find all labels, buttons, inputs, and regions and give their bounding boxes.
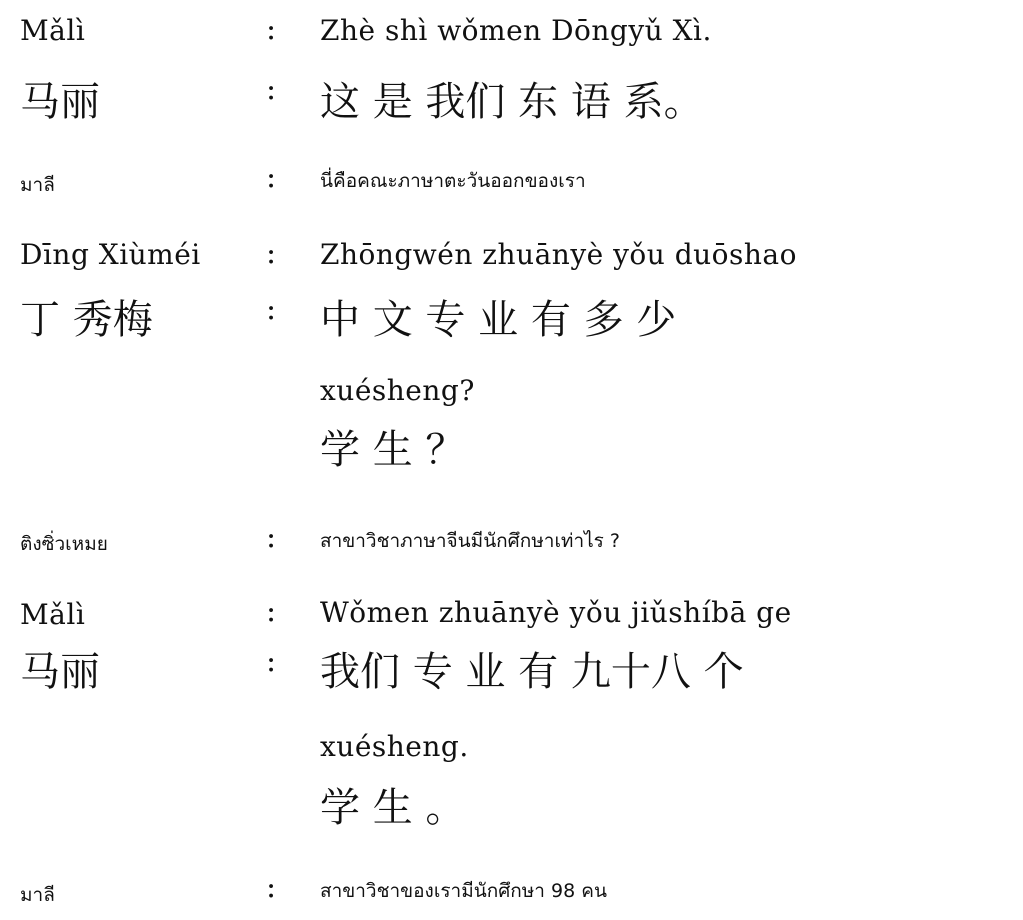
speaker-thai-2: ติงซิ่วเหมย <box>20 533 108 555</box>
speaker-pinyin-2: Dīng Xiùméi <box>20 238 201 271</box>
colon-1a: : <box>266 12 277 47</box>
dialogue-2-hanzi-1: 中 文 专 业 有 多 少 <box>320 297 677 343</box>
speaker-hanzi-3: 马丽 <box>20 649 100 695</box>
dialogue-2-pinyin-1: Zhōngwén zhuānyè yǒu duōshao <box>320 238 797 271</box>
dialogue-1-hanzi: 这 是 我们 东 语 系。 <box>320 79 704 125</box>
dialogue-2-hanzi-2: 学 生 ？ <box>320 427 466 473</box>
speaker-pinyin-3: Mǎlì <box>20 598 86 631</box>
dialogue-3-hanzi-2: 学 生 。 <box>320 785 466 831</box>
colon-2b: : <box>266 292 277 327</box>
dialogue-1-thai: นี่คือคณะภาษาตะวันออกของเรา <box>320 170 586 192</box>
speaker-hanzi-1: 马丽 <box>20 79 100 125</box>
colon-3b: : <box>266 644 277 679</box>
dialogue-2-thai: สาขาวิชาภาษาจีนมีนักศึกษาเท่าไร ? <box>320 530 621 552</box>
colon-3c: : <box>266 870 277 905</box>
speaker-hanzi-2: 丁 秀梅 <box>20 297 153 343</box>
speaker-thai-3: มาลี <box>20 884 55 906</box>
speaker-thai-1: มาลี <box>20 174 55 196</box>
colon-2c: : <box>266 520 277 555</box>
colon-2a: : <box>266 236 277 271</box>
dialogue-1-pinyin: Zhè shì wǒmen Dōngyǔ Xì. <box>320 14 712 47</box>
speaker-pinyin-1: Mǎlì <box>20 14 86 47</box>
dialogue-3-pinyin-2: xuésheng. <box>320 730 469 763</box>
dialogue-2-pinyin-2: xuésheng? <box>320 374 475 407</box>
colon-1b: : <box>266 72 277 107</box>
colon-1c: : <box>266 160 277 195</box>
dialogue-3-hanzi-1: 我们 专 业 有 九十八 个 <box>320 649 744 695</box>
dialogue-3-thai: สาขาวิชาของเรามีนักศึกษา 98 คน <box>320 880 607 902</box>
colon-3a: : <box>266 594 277 629</box>
dialogue-3-pinyin-1: Wǒmen zhuānyè yǒu jiǔshíbā ge <box>320 596 792 629</box>
